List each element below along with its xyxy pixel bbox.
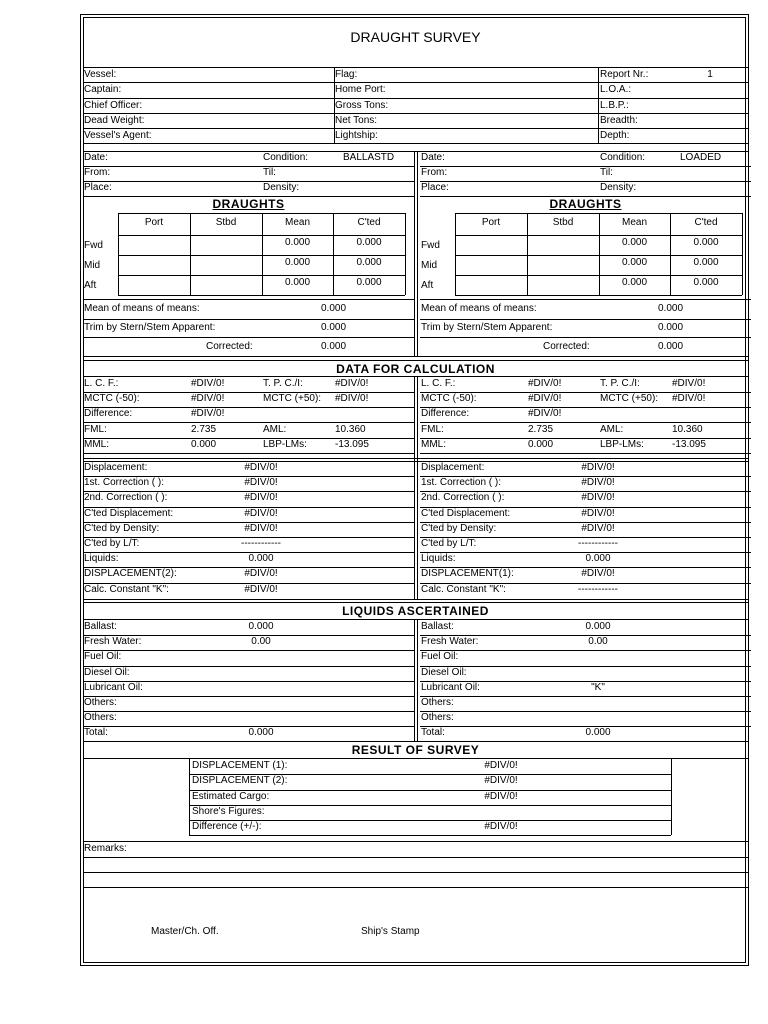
- right-row-aft-label: Aft: [421, 280, 434, 291]
- section-line: [83, 602, 748, 603]
- right-disp-row-line: [420, 491, 751, 492]
- title-divider: [83, 67, 748, 68]
- left-fml-label: FML:: [84, 424, 107, 435]
- left-tpc-value: #DIV/0!: [335, 378, 369, 389]
- header-bottom-line: [83, 143, 748, 144]
- remarks-line: [83, 857, 748, 858]
- result-row-value: #DIV/0!: [484, 760, 518, 771]
- left-row-aft-label: Aft: [84, 280, 97, 291]
- section-line: [83, 599, 748, 600]
- right-row-fwd-label: Fwd: [421, 240, 440, 251]
- result-of-survey-title: RESULT OF SURVEY: [351, 743, 480, 757]
- section-line: [83, 841, 748, 842]
- left-mml-value: 0.000: [191, 439, 217, 450]
- right-liquids-row-line: [420, 681, 751, 682]
- right-cted-fwd-value: 0.000: [693, 237, 719, 248]
- left-liquids-row-label: Others:: [84, 697, 117, 708]
- left-disp-row-label: C'ted Displacement:: [84, 507, 174, 519]
- section-line: [83, 360, 748, 361]
- left-mml-label: MML:: [84, 439, 109, 450]
- left-liquids-row-label: Fuel Oil:: [84, 651, 122, 663]
- header-col-divider: [598, 67, 599, 143]
- right-liquids-row-label: Ballast:: [421, 621, 454, 632]
- right-draught-table-col: [742, 213, 743, 295]
- left-calc-row-line: [83, 392, 414, 393]
- section-line: [83, 461, 748, 462]
- header-gross-tons-label: Gross Tons:: [335, 99, 389, 111]
- right-disp-row-label: Calc. Constant "K":: [421, 583, 506, 595]
- right-draughts-title: DRAUGHTS: [549, 197, 622, 211]
- left-condition-label: Condition:: [263, 152, 309, 163]
- header-depth-label: Depth:: [600, 130, 630, 142]
- left-lcf-value: #DIV/0!: [191, 378, 225, 389]
- right-date-label: Date:: [421, 152, 445, 163]
- right-disp-row-line: [420, 567, 751, 568]
- right-difference-value: #DIV/0!: [528, 408, 562, 419]
- right-aml-label: AML:: [600, 424, 624, 435]
- right-liquids-row-label: Total:: [421, 727, 445, 739]
- right-disp-row-value: #DIV/0!: [581, 522, 615, 534]
- left-disp-row-label: Liquids:: [84, 553, 119, 565]
- left-disp-row-value: #DIV/0!: [244, 507, 278, 519]
- right-disp-row-value: #DIV/0!: [581, 477, 615, 489]
- left-cted-aft-value: 0.000: [356, 277, 382, 288]
- right-liquids-row-value: 0.000: [585, 727, 611, 739]
- right-trim-apparent-label: Trim by Stern/Stem Apparent:: [421, 322, 553, 333]
- left-row-line: [83, 181, 414, 182]
- right-mctc-plus-label: MCTC (+50):: [600, 393, 659, 404]
- left-draughts-title: DRAUGHTS: [212, 197, 285, 211]
- right-row-line: [420, 337, 751, 338]
- data-for-calculation-title: DATA FOR CALCULATION: [336, 362, 495, 376]
- right-lbp-lms-label: LBP-LMs:: [600, 439, 644, 450]
- middle-divider: [414, 377, 415, 600]
- result-row-label: DISPLACEMENT (2):: [192, 775, 288, 787]
- left-disp-row-label: 2nd. Correction ( ):: [84, 492, 168, 504]
- right-disp-row-label: 1st. Correction ( ):: [421, 477, 502, 489]
- left-disp-row-label: DISPLACEMENT(2):: [84, 568, 177, 580]
- right-disp-row-line: [420, 522, 751, 523]
- left-disp-row-label: C'ted by L/T:: [84, 538, 140, 549]
- right-liquids-row-line: [420, 666, 751, 667]
- left-liquids-row-label: Fresh Water:: [84, 636, 142, 648]
- left-liquids-row-line: [83, 650, 414, 651]
- left-liquids-row-value: 0.00: [251, 636, 271, 648]
- left-disp-row-line: [83, 552, 414, 553]
- header-breadth-label: Breadth:: [600, 114, 638, 126]
- left-mean-fwd-value: 0.000: [284, 237, 311, 248]
- left-disp-row-line: [83, 507, 414, 508]
- left-liquids-row-value: 0.000: [248, 727, 274, 739]
- right-row-line: [420, 299, 751, 300]
- left-mean-mid-value: 0.000: [284, 257, 311, 268]
- right-liquids-row-line: [420, 696, 751, 697]
- header-home-port-label: Home Port:: [335, 84, 386, 96]
- right-mean-fwd-value: 0.000: [621, 237, 648, 248]
- right-lbp-lms-value: -13.095: [672, 439, 706, 450]
- middle-divider: [414, 151, 415, 357]
- right-col-port: Port: [481, 217, 501, 228]
- right-liquids-row-label: Lubricant Oil:: [421, 681, 480, 693]
- left-lbp-lms-label: LBP-LMs:: [263, 439, 307, 450]
- left-liquids-row-line: [83, 726, 414, 727]
- right-mean-mid-value: 0.000: [621, 257, 648, 268]
- right-disp-row-value: 0.000: [585, 553, 611, 565]
- right-difference-label: Difference:: [421, 408, 470, 419]
- result-row-label: Difference (+/-):: [192, 821, 262, 833]
- header-col-divider: [334, 67, 335, 143]
- section-line: [83, 741, 748, 742]
- result-row-label: Shore's Figures:: [192, 805, 265, 817]
- right-corrected-label: Corrected:: [543, 341, 590, 352]
- left-liquids-row-label: Others:: [84, 712, 117, 724]
- left-disp-row-line: [83, 583, 414, 584]
- right-aml-value: 10.360: [672, 424, 703, 435]
- left-disp-row-label: 1st. Correction ( ):: [84, 477, 165, 489]
- right-row-line: [420, 181, 751, 182]
- right-liquids-row-label: Others:: [421, 697, 454, 708]
- right-liquids-row-label: Diesel Oil:: [421, 666, 467, 678]
- left-lcf-label: L. C. F.:: [84, 378, 119, 389]
- left-liquids-row-label: Diesel Oil:: [84, 666, 130, 678]
- header-loa-label: L.O.A.:: [600, 84, 632, 96]
- master-signature-label: Master/Ch. Off.: [151, 926, 219, 937]
- left-corrected-label: Corrected:: [206, 341, 253, 352]
- right-trim-apparent-value: 0.000: [658, 322, 684, 333]
- left-draught-table-line: [118, 295, 405, 296]
- result-row-value: #DIV/0!: [484, 775, 518, 787]
- left-disp-row-line: [83, 537, 414, 538]
- right-row-mid-label: Mid: [421, 260, 438, 271]
- right-liquids-row-line: [420, 726, 751, 727]
- right-corrected-value: 0.000: [658, 341, 684, 352]
- ships-stamp-label: Ship's Stamp: [361, 926, 420, 937]
- right-disp-row-value: #DIV/0!: [581, 507, 615, 519]
- right-mml-label: MML:: [421, 439, 446, 450]
- right-disp-row-line: [420, 537, 751, 538]
- section-line: [83, 376, 748, 377]
- result-row-line: [189, 805, 671, 806]
- left-draught-table-col: [405, 213, 406, 295]
- right-row-line: [420, 166, 751, 167]
- middle-divider: [417, 619, 418, 741]
- result-table-border: [671, 758, 672, 835]
- left-col-stbd: Stbd: [215, 217, 237, 228]
- left-liquids-row-label: Ballast:: [84, 621, 117, 632]
- right-disp-row-label: 2nd. Correction ( ):: [421, 492, 505, 504]
- left-fml-value: 2.735: [191, 424, 217, 435]
- remarks-label: Remarks:: [84, 843, 127, 854]
- middle-divider: [417, 151, 418, 357]
- left-difference-value: #DIV/0!: [191, 408, 225, 419]
- left-disp-row-value: 0.000: [248, 553, 274, 565]
- right-mean-of-means-value: 0.000: [658, 303, 684, 314]
- left-cted-mid-value: 0.000: [356, 257, 382, 268]
- left-disp-row-value: #DIV/0!: [244, 492, 278, 504]
- left-trim-apparent-label: Trim by Stern/Stem Apparent:: [84, 322, 216, 333]
- right-draught-table-line: [455, 295, 742, 296]
- left-aml-label: AML:: [263, 424, 287, 435]
- right-disp-row-line: [420, 507, 751, 508]
- left-mctc-plus-label: MCTC (+50):: [263, 393, 322, 404]
- right-fml-value: 2.735: [528, 424, 554, 435]
- left-calc-row-line: [83, 453, 414, 454]
- left-liquids-row-line: [83, 696, 414, 697]
- left-liquids-row-line: [83, 681, 414, 682]
- right-liquids-row-label: Others:: [421, 712, 454, 724]
- right-calc-row-line: [420, 453, 751, 454]
- left-disp-row-value: #DIV/0!: [244, 568, 278, 580]
- remarks-line: [83, 872, 748, 873]
- left-mctc-minus-label: MCTC (-50):: [84, 393, 140, 404]
- header-lbp-label: L.B.P.:: [600, 99, 629, 111]
- section-line: [83, 356, 748, 357]
- left-calc-row-line: [83, 422, 414, 423]
- left-disp-row-label: Calc. Constant "K":: [84, 583, 169, 595]
- right-fml-label: FML:: [421, 424, 444, 435]
- section-top-line: [83, 151, 748, 152]
- middle-divider: [417, 377, 418, 600]
- left-mean-aft-value: 0.000: [284, 277, 311, 288]
- header-chief-officer-label: Chief Officer:: [84, 99, 143, 111]
- left-col-port: Port: [144, 217, 164, 228]
- left-disp-row-value: #DIV/0!: [244, 462, 278, 473]
- result-table-border: [189, 758, 190, 835]
- right-cted-aft-value: 0.000: [693, 277, 719, 288]
- right-col-stbd: Stbd: [552, 217, 574, 228]
- right-liquids-row-value: 0.00: [588, 636, 608, 648]
- right-lcf-value: #DIV/0!: [528, 378, 562, 389]
- result-row-value: #DIV/0!: [484, 821, 518, 833]
- left-disp-row-value: #DIV/0!: [244, 477, 278, 489]
- remarks-line: [83, 887, 748, 888]
- header-row-line: [83, 113, 748, 114]
- left-disp-row-value: ------------: [241, 538, 281, 549]
- right-mean-of-means-label: Mean of means of means:: [421, 303, 537, 314]
- header-row-line: [83, 128, 748, 129]
- right-place-label: Place:: [421, 182, 449, 193]
- left-trim-apparent-value: 0.000: [321, 322, 347, 333]
- header-vessels-agent-label: Vessel's Agent:: [84, 130, 152, 142]
- left-mean-of-means-value: 0.000: [321, 303, 347, 314]
- left-mean-of-means-label: Mean of means of means:: [84, 303, 200, 314]
- header-dead-weight-label: Dead Weight:: [84, 114, 145, 126]
- right-tpc-label: T. P. C./I:: [600, 378, 640, 389]
- right-disp-row-line: [420, 583, 751, 584]
- right-disp-row-label: C'ted Displacement:: [421, 507, 511, 519]
- header-row-line: [83, 98, 748, 99]
- right-disp-row-label: C'ted by L/T:: [421, 538, 477, 549]
- left-lbp-lms-value: -13.095: [335, 439, 369, 450]
- left-condition-value: BALLASTD: [343, 152, 395, 163]
- report-number-value: 1: [707, 69, 713, 80]
- header-flag-label: Flag:: [335, 69, 358, 80]
- middle-divider: [414, 619, 415, 741]
- left-liquids-row-line: [83, 666, 414, 667]
- left-row-fwd-label: Fwd: [84, 240, 103, 251]
- right-condition-label: Condition:: [600, 152, 646, 163]
- left-row-line: [83, 166, 414, 167]
- right-mctc-plus-value: #DIV/0!: [672, 393, 706, 404]
- header-net-tons-label: Net Tons:: [335, 114, 378, 126]
- left-aml-value: 10.360: [335, 424, 366, 435]
- result-row-line: [189, 790, 671, 791]
- left-liquids-row-line: [83, 635, 414, 636]
- right-til-label: Til:: [600, 167, 613, 178]
- right-disp-row-label: Liquids:: [421, 553, 456, 565]
- left-disp-row-line: [83, 476, 414, 477]
- right-disp-row-value: #DIV/0!: [581, 492, 615, 504]
- right-disp-row-value: ------------: [578, 583, 618, 595]
- right-condition-value: LOADED: [680, 152, 722, 163]
- right-disp-row-line: [420, 476, 751, 477]
- right-disp-row-value: ------------: [578, 538, 618, 549]
- left-mctc-minus-value: #DIV/0!: [191, 393, 225, 404]
- header-report-nr-label-label: Report Nr.:: [600, 69, 649, 80]
- draught-survey-form: [80, 14, 749, 966]
- right-calc-row-line: [420, 392, 751, 393]
- left-liquids-row-value: 0.000: [248, 621, 274, 632]
- right-disp-row-value: #DIV/0!: [581, 462, 615, 473]
- left-liquids-row-label: Lubricant Oil:: [84, 681, 143, 693]
- left-disp-row-line: [83, 522, 414, 523]
- left-disp-row-value: #DIV/0!: [244, 522, 278, 534]
- right-density-label: Density:: [600, 182, 637, 193]
- right-liquids-row-label: Fresh Water:: [421, 636, 479, 648]
- right-mctc-minus-label: MCTC (-50):: [421, 393, 477, 404]
- right-col-mean: Mean: [621, 217, 647, 228]
- section-line: [83, 619, 748, 620]
- header-captain-label: Captain:: [84, 84, 122, 96]
- result-row-line: [189, 820, 671, 821]
- right-tpc-value: #DIV/0!: [672, 378, 706, 389]
- right-lcf-label: L. C. F.:: [421, 378, 456, 389]
- right-liquids-row-line: [420, 635, 751, 636]
- left-corrected-value: 0.000: [321, 341, 347, 352]
- left-col-mean: Mean: [284, 217, 310, 228]
- left-mctc-plus-value: #DIV/0!: [335, 393, 369, 404]
- result-row-label: Estimated Cargo:: [192, 790, 270, 802]
- left-disp-row-label: C'ted by Density:: [84, 522, 160, 534]
- left-calc-row-line: [83, 407, 414, 408]
- header-row-line: [83, 82, 748, 83]
- right-row-line: [420, 319, 751, 320]
- left-disp-row-line: [83, 567, 414, 568]
- right-mean-aft-value: 0.000: [621, 277, 648, 288]
- right-liquids-row-line: [420, 711, 751, 712]
- right-disp-row-label: Displacement:: [421, 462, 485, 473]
- header-vessel-label: Vessel:: [84, 69, 117, 80]
- right-col-cted: C'ted: [694, 217, 718, 228]
- right-calc-row-line: [420, 407, 751, 408]
- left-row-mid-label: Mid: [84, 260, 101, 271]
- left-cted-fwd-value: 0.000: [356, 237, 382, 248]
- left-row-line: [83, 319, 414, 320]
- right-liquids-row-label: Fuel Oil:: [421, 651, 459, 663]
- result-row-label: DISPLACEMENT (1):: [192, 760, 288, 771]
- left-til-label: Til:: [263, 167, 276, 178]
- right-liquids-row-line: [420, 650, 751, 651]
- right-from-label: From:: [421, 167, 448, 178]
- left-liquids-row-line: [83, 711, 414, 712]
- result-table-border: [189, 835, 671, 836]
- section-line: [83, 758, 748, 759]
- section-line: [83, 458, 748, 459]
- right-liquids-row-value: "K": [591, 681, 605, 693]
- left-density-label: Density:: [263, 182, 300, 193]
- page-title: DRAUGHT SURVEY: [350, 29, 481, 45]
- right-disp-row-label: C'ted by Density:: [421, 522, 497, 534]
- left-calc-row-line: [83, 438, 414, 439]
- left-from-label: From:: [84, 167, 111, 178]
- left-difference-label: Difference:: [84, 408, 133, 419]
- right-liquids-row-value: 0.000: [585, 621, 611, 632]
- left-place-label: Place:: [84, 182, 112, 193]
- result-row-line: [189, 774, 671, 775]
- right-calc-row-line: [420, 422, 751, 423]
- right-disp-row-line: [420, 552, 751, 553]
- right-disp-row-label: DISPLACEMENT(1):: [421, 568, 514, 580]
- left-disp-row-value: #DIV/0!: [244, 583, 278, 595]
- right-disp-row-value: #DIV/0!: [581, 568, 615, 580]
- left-tpc-label: T. P. C./I:: [263, 378, 303, 389]
- left-date-label: Date:: [84, 152, 108, 163]
- liquids-ascertained-title: LIQUIDS ASCERTAINED: [342, 604, 489, 618]
- result-row-value: #DIV/0!: [484, 790, 518, 802]
- left-disp-row-line: [83, 491, 414, 492]
- right-cted-mid-value: 0.000: [693, 257, 719, 268]
- left-liquids-row-label: Total:: [84, 727, 108, 739]
- left-col-cted: C'ted: [357, 217, 381, 228]
- left-row-line: [83, 299, 414, 300]
- right-mml-value: 0.000: [528, 439, 554, 450]
- left-disp-row-label: Displacement:: [84, 462, 148, 473]
- right-calc-row-line: [420, 438, 751, 439]
- left-row-line: [83, 337, 414, 338]
- right-mctc-minus-value: #DIV/0!: [528, 393, 562, 404]
- header-lightship-label: Lightship:: [335, 130, 378, 142]
